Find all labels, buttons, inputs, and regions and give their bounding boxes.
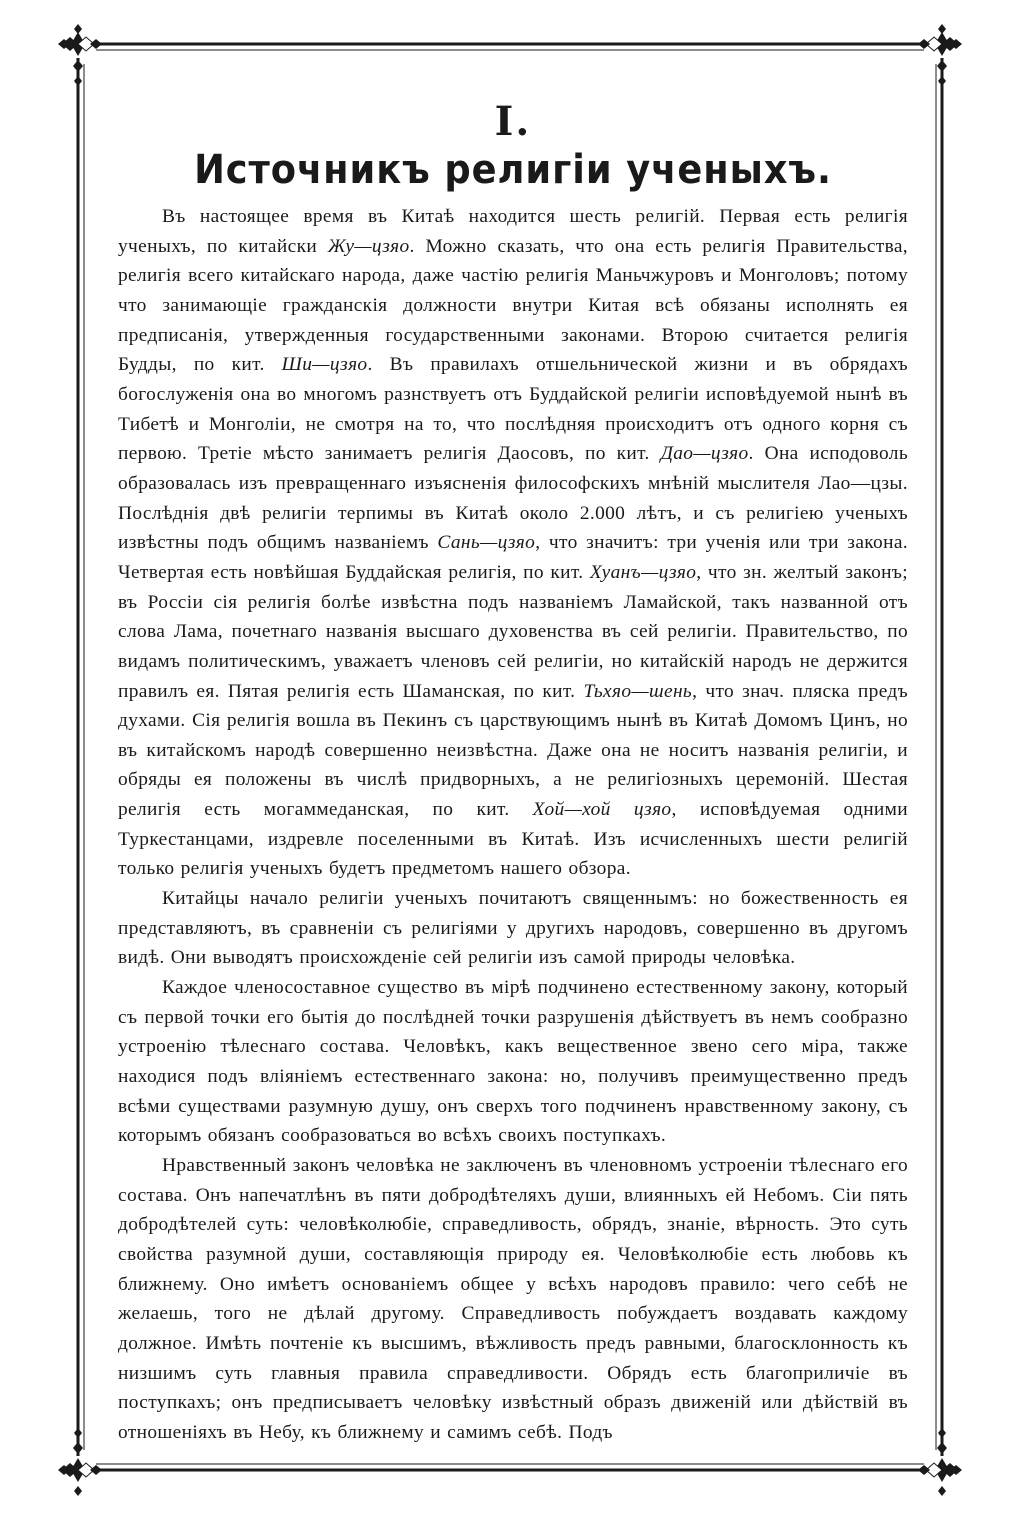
paragraph-2 [118,884,908,973]
text-run: , исповѣдуемая одними Туркестанцами, издревле поселенными въ Китаѣ. Изъ исчисленныхъ шести религій только религія ученыхъ будетъ предметомъ нашего обзора. [118,799,908,880]
corner-ornament-top-left-icon [58,24,102,86]
italic-term: Жу—цзяо [327,235,410,257]
text-run: Въ настоящее время въ Китаѣ находится шесть религій. Первая есть религія ученыхъ, по китайски [118,206,908,257]
text-run: . Въ правилахъ отшельнической жизни и въ обрядахъ богослуженія она во многомъ разнствуетъ отъ Буддайской религіи исповѣдуемой нынѣ въ Тибетѣ и Монголіи, не смотря на то, что послѣдняя происходитъ отъ одного корня съ первою. Третіе мѣсто занимаетъ религія Даосовъ, по кит. [118,354,908,465]
text-run: , что значитъ: три ученія или три закона. Четвертая есть новѣйшая Буддайская религія, по кит. [118,532,908,583]
italic-term: Тьхяо—шень [583,680,693,702]
text-run: . Она исподоволь образовалась изъ превращеннаго изъясненія философскихъ мнѣній мыслителя Лао—цзы. Послѣднія двѣ религіи терпимы въ Китаѣ около 2.000 лѣтъ, и съ религіею ученыхъ извѣстны подъ общимъ названіемъ [118,443,909,554]
corner-ornament-bottom-right-icon [918,1428,962,1496]
italic-term: Хой—хой цзяо [532,799,672,821]
chapter-number: I. [494,98,532,145]
italic-term: Дао—цзяо [660,443,749,465]
italic-term: Хуанъ—цзяо [589,561,697,583]
page-content [118,100,908,1448]
text-run: , что зн. желтый законъ; въ Россіи сія религія болѣе извѣстна подъ названіемъ Ламайской, такъ названной отъ слова Лама, почетнаго названія высшаго духовенства въ сей религіи. Правительство, по видамъ политическимъ, уважаетъ членовъ сей религіи, но китайскій народъ не держится правилъ ея. Пятая религія есть Шаманская, по кит. [118,561,908,702]
chapter-title: Источникъ религіи ученыхъ. [194,147,832,193]
paragraph-3 [118,973,908,1151]
corner-ornament-bottom-left-icon [58,1428,102,1496]
text-run: Нравственный законъ человѣка не заключенъ въ членовномъ устроеніи тѣлеснаго его состава. Онъ напечатлѣнъ въ пяти добродѣтеляхъ души, влиянныхъ ей Небомъ. Сіи пять добродѣтелей суть: человѣколюбіе, справедливость, обрядъ, знаніе, вѣрность. Это суть свойства разумной души, составляющія природу ея. Человѣколюбіе есть любовь къ ближнему. Оно имѣетъ основаніемъ общее у всѣхъ народовъ правило: чего себѣ не желаешь, того не дѣлай другому. Справедливость побуждаетъ воздавать каждому должное. Имѣть почтеніе къ высшимъ, вѣжливость предъ равными, благосклонность къ низшимъ суть главныя правила справедливости. Обрядъ есть благоприличіе въ поступкахъ; онъ предписываетъ человѣку извѣстный образъ движеній или дѣйствій въ отношеніяхъ въ Небу, къ ближнему и самимъ себѣ. Подъ [118,1155,908,1443]
italic-term: Ши—цзяо [281,354,368,376]
text-run: . Можно сказать, что она есть религія Правительства, религія всего китайскаго народа, даже частію религія Маньчжуровъ и Монголовъ; потому что занимающіе гражданскія должности внутри Китая всѣ обязаны исполнять ея предписанія, утвержденныя государственными законами. Второю считается религія Будды, по кит. [118,235,908,376]
corner-ornament-top-right-icon [918,24,962,86]
paragraph-4 [118,1151,908,1448]
italic-term: Сань—цзяо [437,532,536,554]
text-run: Каждое членосоставное существо въ мірѣ подчинено естественному закону, который съ первой точки его бытія до послѣдней точки разрушенія дѣйствуетъ въ немъ сообразно устроенію тѣлеснаго состава. Человѣкъ, какъ вещественное звено сего міра, также находися подъ вліяніемъ естественнаго закона: но, получивъ преимущественно предъ всѣми существами разумную душу, онъ сверхъ того подчиненъ нравственному закону, съ которымъ обязанъ сообразоваться во всѣхъ своихъ поступкахъ. [118,977,908,1147]
text-run: Китайцы начало религіи ученыхъ почитаютъ священнымъ: но божественность ея представляютъ, въ сравненіи съ религіями у другихъ народовъ, совершенно въ другомъ видѣ. Они выводятъ происхожденіе сей религіи изъ самой природы человѣка. [118,888,908,969]
body-text [118,202,908,1448]
paragraph-1 [118,202,908,884]
text-run: , что знач. пляска предъ духами. Сія религія вошла въ Пекинъ съ царствующимъ нынѣ въ Китаѣ Домомъ Цинъ, но въ китайскомъ народѣ совершенно неизвѣстна. Даже она не носитъ названія религіи, и обряды ея положены въ числѣ придворныхъ, а не религіозныхъ церемоній. Шестая религія есть могаммеданская, по кит. [118,680,908,821]
